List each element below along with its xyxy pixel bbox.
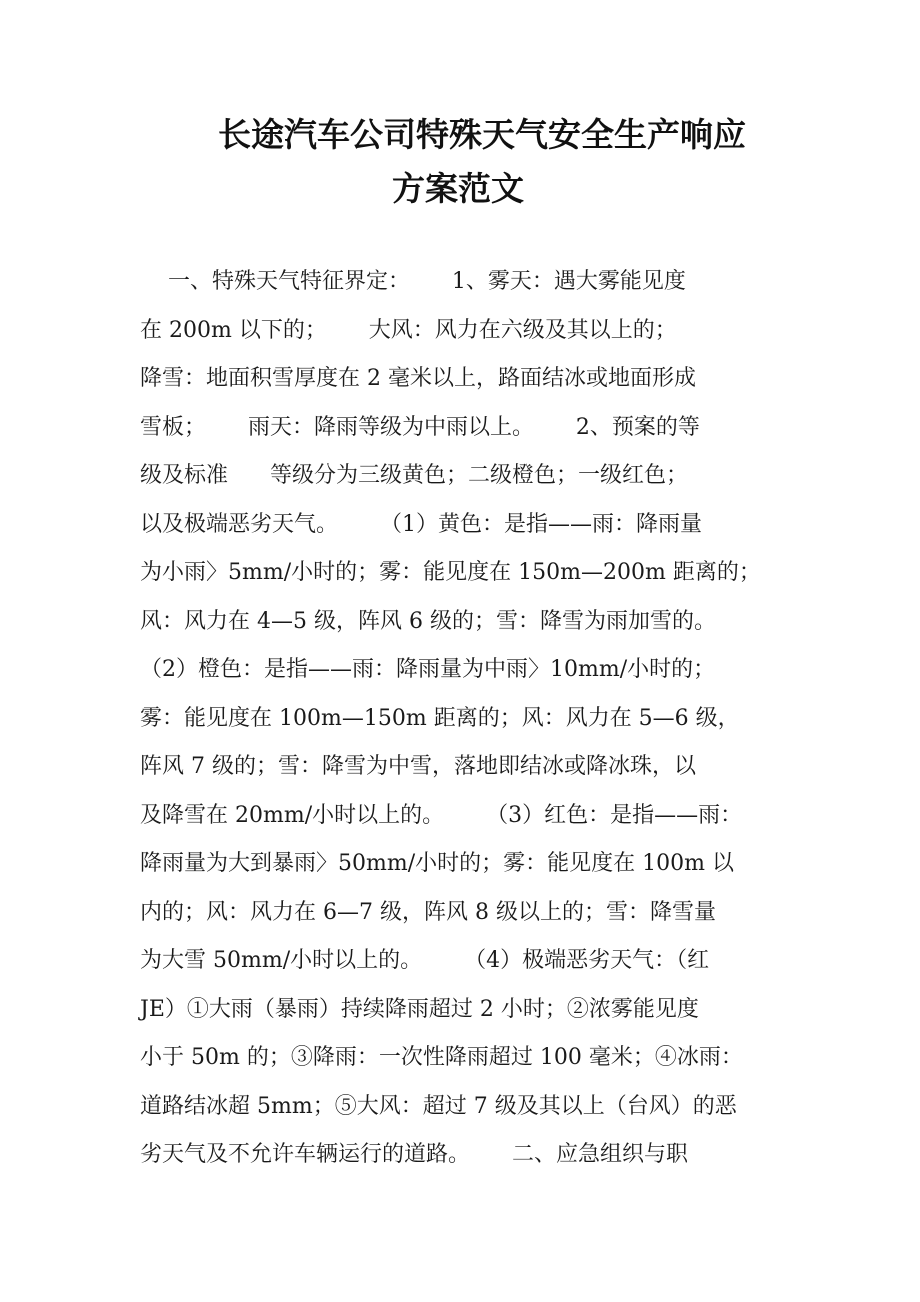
- body-line: 风：风力在 4—5 级，阵风 6 级的；雪：降雪为雨加雪的。: [140, 608, 716, 634]
- body-line: 以及极端恶劣天气。 （1）黄色：是指——雨：降雨量: [140, 511, 702, 537]
- document-title: [0, 108, 920, 216]
- body-line: 为小雨〉5mm/小时的；雾：能见度在 150m—200m 距离的；: [140, 560, 761, 585]
- body-line: 级及标准 等级分为三级黄色；二级橙色；一级红色；: [140, 463, 688, 488]
- body-line: 道路结冰超 5mm；⑤大风：超过 7 级及其以上（台风）的恶: [140, 1093, 737, 1119]
- body-line: 小于 50m 的；③降雨：一次性降雨超过 100 毫米；④冰雨：: [140, 1045, 743, 1070]
- body-line: 雪板； 雨天：降雨等级为中雨以上。 2、预案的等: [140, 414, 700, 440]
- title-line-1: 长途汽车公司特殊天气安全生产响应: [218, 115, 746, 154]
- body-line: 降雨量为大到暴雨〉50mm/小时的；雾：能见度在 100m 以: [140, 851, 734, 876]
- body-line: 降雪：地面积雪厚度在 2 毫米以上，路面结冰或地面形成: [140, 366, 696, 391]
- title-line-2: 方案范文: [392, 169, 524, 208]
- body-line: 雾：能见度在 100m—150m 距离的；风：风力在 5—6 级，: [140, 705, 740, 731]
- body-line: 内的；风：风力在 6—7 级，阵风 8 级以上的；雪：降雪量: [140, 899, 716, 925]
- body-line: JE）①大雨（暴雨）持续降雨超过 2 小时；②浓雾能见度: [140, 996, 699, 1022]
- body-line: （2）橙色：是指——雨：降雨量为中雨〉10mm/小时的；: [140, 657, 716, 682]
- body-line: 及降雪在 20mm/小时以上的。 （3）红色：是指——雨：: [140, 802, 743, 828]
- body-line: 阵风 7 级的；雪：降雪为中雪，落地即结冰或降冰珠，以: [140, 754, 696, 779]
- body-line: 在 200m 以下的； 大风：风力在六级及其以上的；: [140, 317, 677, 343]
- body-line: 为大雪 50mm/小时以上的。 （4）极端恶劣天气：（红: [140, 948, 710, 973]
- body-line: 劣天气及不允许车辆运行的道路。 二、应急组织与职: [140, 1142, 688, 1167]
- document-body: [140, 258, 790, 1180]
- body-line: 一、特殊天气特征界定： 1、雾天：遇大雾能见度: [140, 269, 686, 294]
